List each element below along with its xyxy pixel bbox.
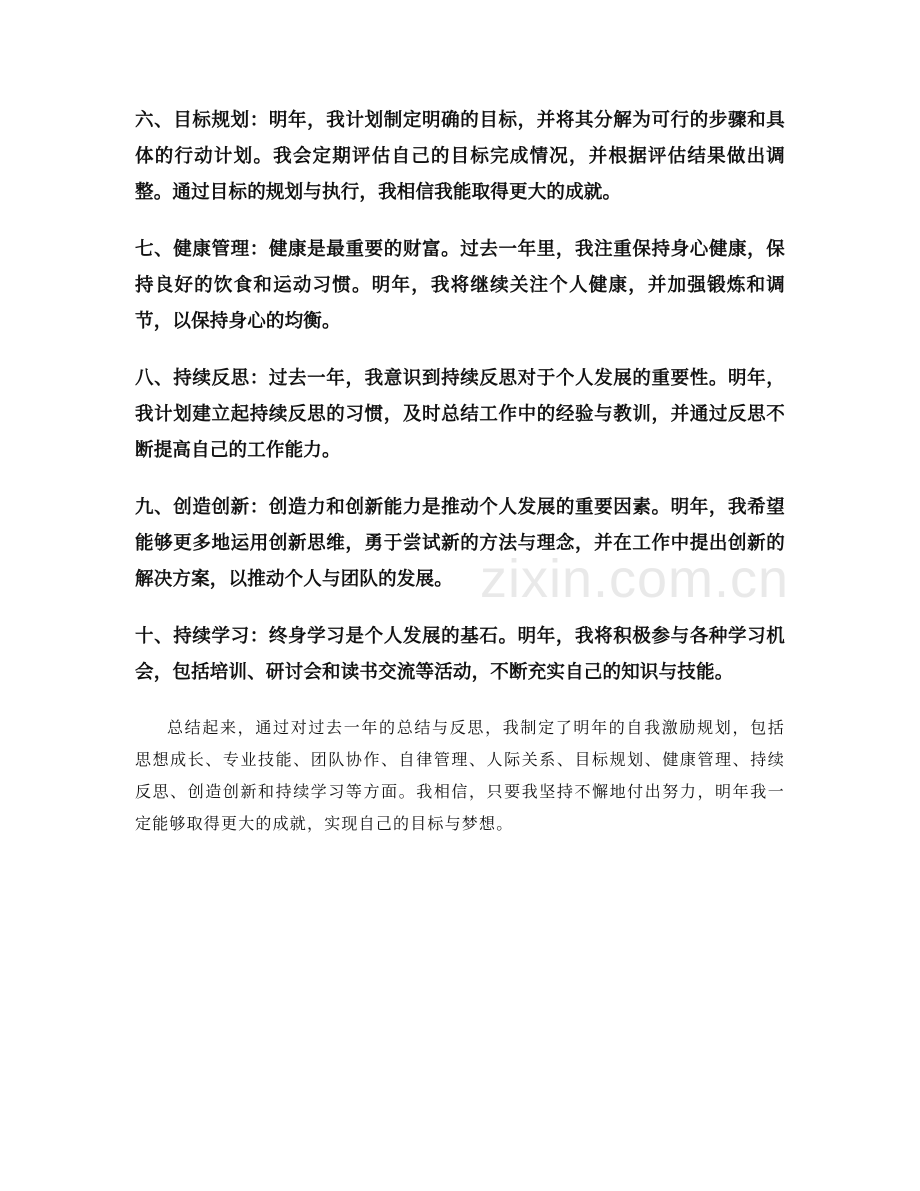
section-continuous-reflection — [135, 361, 785, 469]
section-heading: 八、持续反思： — [135, 368, 269, 389]
summary-paragraph: 总结起来，通过对过去一年的总结与反思，我制定了明年的自我激励规划，包括思想成长、专业技能、团队协作、自律管理、人际关系、目标规划、健康管理、持续反思、创造创新和持续学习等方面。我相信，只要我坚持不懈地付出努力，明年我一定能够取得更大的成就，实现自己的目标与梦想。 — [135, 718, 785, 833]
section-text: 健康是最重要的财富。过去一年里，我注重保持身心健康，保持良好的饮食和运动习惯。明年，我将继续关注个人健康，并加强锻炼和调节，以保持身心的均衡。 — [135, 239, 786, 332]
section-text: 创造力和创新能力是推动个人发展的重要因素。明年，我希望能够更多地运用创新思维，勇于尝试新的方法与理念，并在工作中提出创新的解决方案，以推动个人与团队的发展。 — [135, 497, 786, 590]
watermark-text: zixin.com.cn — [480, 549, 790, 609]
section-creativity-innovation — [135, 490, 785, 598]
section-goal-planning — [135, 103, 785, 211]
section-continuous-learning — [135, 619, 785, 691]
section-heading: 六、目标规划： — [135, 110, 269, 131]
section-text: 过去一年，我意识到持续反思对于个人发展的重要性。明年，我计划建立起持续反思的习惯，及时总结工作中的经验与教训，并通过反思不断提高自己的工作能力。 — [135, 368, 786, 461]
document-body — [135, 103, 785, 840]
section-heading: 十、持续学习： — [135, 626, 269, 647]
section-text: 终身学习是个人发展的基石。明年，我将积极参与各种学习机会，包括培训、研讨会和读书交流等活动，不断充实自己的知识与技能。 — [135, 626, 786, 683]
section-heading: 七、健康管理： — [135, 239, 269, 260]
section-heading: 九、创造创新： — [135, 497, 269, 518]
section-health-management — [135, 232, 785, 340]
section-text: 明年，我计划制定明确的目标，并将其分解为可行的步骤和具体的行动计划。我会定期评估自己的目标完成情况，并根据评估结果做出调整。通过目标的规划与执行，我相信我能取得更大的成就。 — [135, 110, 786, 203]
